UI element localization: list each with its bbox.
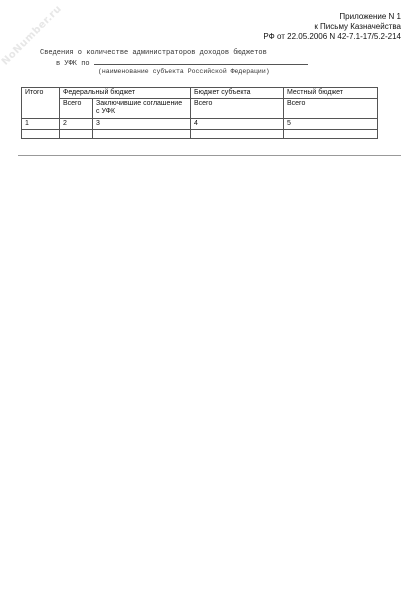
separator-line	[18, 155, 401, 156]
table-header-row	[22, 88, 378, 99]
header-federal: Федеральный бюджет	[60, 88, 191, 99]
column-number: 4	[191, 119, 284, 130]
subheader-local-all: Всего	[284, 99, 378, 119]
caption-fill-blank	[94, 58, 308, 65]
administrators-table	[21, 87, 378, 139]
table-subheader-row	[22, 99, 378, 119]
subheader-subject-all: Всего	[191, 99, 284, 119]
caption-ufk-line	[56, 58, 308, 68]
table-cell	[284, 130, 378, 139]
column-number: 5	[284, 119, 378, 130]
caption-title: Сведения о количестве администраторов доходов бюджетов	[40, 49, 267, 57]
caption-ufk-label: в УФК по	[56, 60, 90, 68]
table-cell	[60, 130, 93, 139]
header-subject: Бюджет субъекта	[191, 88, 284, 99]
annex-header	[263, 12, 401, 42]
column-number: 3	[93, 119, 191, 130]
table-cell	[93, 130, 191, 139]
annex-line-2: к Письму Казначейства	[314, 22, 401, 31]
subheader-federal-all: Всего	[60, 99, 93, 119]
table-cell	[22, 130, 60, 139]
header-local: Местный бюджет	[284, 88, 378, 99]
watermark: NoNumber.ru	[0, 3, 65, 68]
caption-subject-hint: (наименование субъекта Российской Федерации)	[98, 68, 270, 75]
subheader-federal-agreements: Заключившие соглашение с УФК	[93, 99, 191, 119]
table-row	[22, 130, 378, 139]
column-number: 1	[22, 119, 60, 130]
column-number: 2	[60, 119, 93, 130]
header-total: Итого	[22, 88, 60, 119]
annex-line-1: Приложение N 1	[339, 12, 401, 21]
annex-line-3: РФ от 22.05.2006 N 42-7.1-17/5.2-214	[263, 32, 401, 41]
table-number-row	[22, 119, 378, 130]
table-cell	[191, 130, 284, 139]
